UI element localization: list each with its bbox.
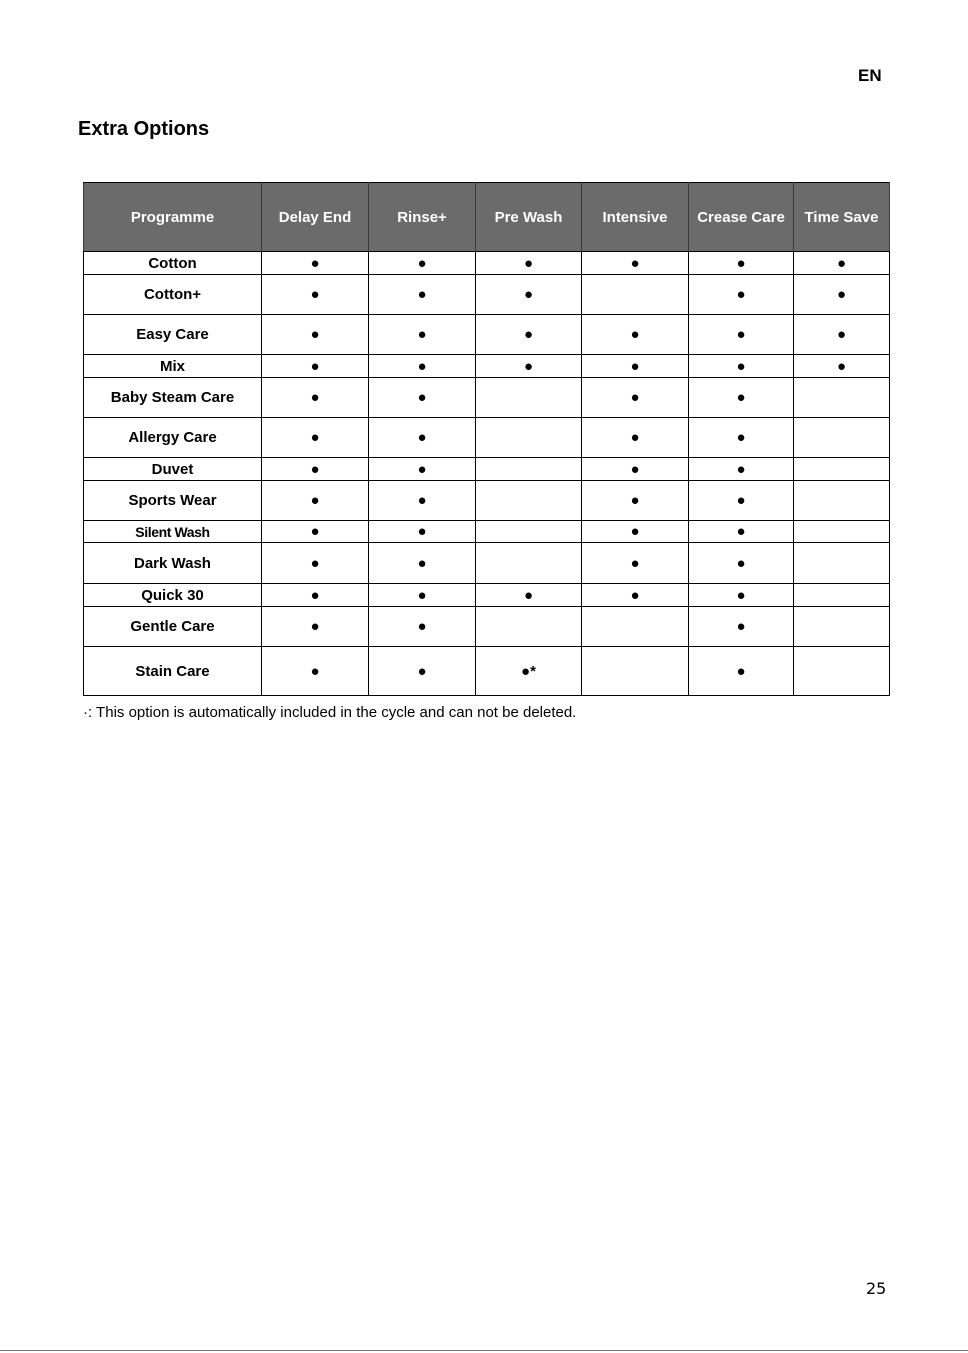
programme-name: Quick 30: [84, 584, 262, 607]
option-cell: ●: [582, 481, 689, 521]
option-cell: ●: [262, 458, 369, 481]
programme-name: Gentle Care: [84, 607, 262, 647]
option-cell: ●: [262, 378, 369, 418]
option-cell: ●: [262, 543, 369, 584]
table-row: [84, 543, 890, 584]
programme-name: Stain Care: [84, 647, 262, 696]
option-cell: ●: [582, 418, 689, 458]
option-cell: ●: [794, 315, 890, 355]
option-cell: ●: [689, 607, 794, 647]
option-cell: ●: [689, 458, 794, 481]
option-cell: ●: [689, 378, 794, 418]
option-cell: ●: [262, 315, 369, 355]
table-row: [84, 315, 890, 355]
table-row: [84, 481, 890, 521]
option-cell: ●: [369, 252, 476, 275]
option-cell: [794, 647, 890, 696]
option-cell: ●: [689, 543, 794, 584]
header-programme: Programme: [84, 183, 262, 252]
option-cell: ●: [689, 275, 794, 315]
table-row: [84, 252, 890, 275]
table-row: [84, 275, 890, 315]
option-cell: [794, 584, 890, 607]
option-cell: ●: [262, 275, 369, 315]
option-cell: ●: [476, 315, 582, 355]
option-cell: ●: [262, 607, 369, 647]
header-time-save: Time Save: [794, 183, 890, 252]
option-cell: [794, 418, 890, 458]
option-cell: ●: [582, 521, 689, 543]
option-cell: [794, 521, 890, 543]
header-rinse-plus: Rinse+: [369, 183, 476, 252]
option-cell: ●: [369, 647, 476, 696]
table-row: [84, 378, 890, 418]
programme-name: Sports Wear: [84, 481, 262, 521]
table-row: [84, 607, 890, 647]
option-cell: ●: [369, 481, 476, 521]
programme-name: Duvet: [84, 458, 262, 481]
option-cell: ●: [582, 543, 689, 584]
option-cell: ●: [689, 647, 794, 696]
option-cell: ●: [582, 315, 689, 355]
option-cell: [476, 521, 582, 543]
option-cell: ●: [369, 355, 476, 378]
table-row: [84, 584, 890, 607]
option-cell: ●: [582, 458, 689, 481]
footnote: ·: This option is automatically included in the cycle and can not be deleted.: [83, 704, 577, 721]
option-cell: ●: [369, 315, 476, 355]
option-cell: ●: [262, 481, 369, 521]
option-cell: ●: [689, 481, 794, 521]
programme-name: Easy Care: [84, 315, 262, 355]
option-cell: [582, 647, 689, 696]
table-row: [84, 521, 890, 543]
option-cell: ●: [262, 647, 369, 696]
option-cell: ●: [476, 584, 582, 607]
table-row: [84, 647, 890, 696]
option-cell: [476, 418, 582, 458]
option-cell: ●: [582, 252, 689, 275]
page-bottom-rule: [0, 1350, 968, 1351]
option-cell: [794, 481, 890, 521]
option-cell: ●: [369, 521, 476, 543]
option-cell: ●: [689, 315, 794, 355]
option-cell: ●: [476, 252, 582, 275]
programme-name: Silent Wash: [84, 521, 262, 543]
option-cell: ●: [689, 252, 794, 275]
header-intensive: Intensive: [582, 183, 689, 252]
programme-name: Allergy Care: [84, 418, 262, 458]
option-cell: [582, 607, 689, 647]
option-cell: ●: [369, 275, 476, 315]
option-cell: ●: [582, 355, 689, 378]
option-cell: [476, 458, 582, 481]
option-cell: ●: [262, 418, 369, 458]
option-cell: ●: [262, 584, 369, 607]
option-cell: ●: [262, 252, 369, 275]
option-cell: ●: [476, 355, 582, 378]
option-cell: ●: [369, 543, 476, 584]
option-cell: [794, 607, 890, 647]
language-code: EN: [858, 66, 882, 85]
page-title: Extra Options: [78, 118, 210, 140]
option-cell: [582, 275, 689, 315]
table-row: [84, 355, 890, 378]
option-cell: ●: [794, 275, 890, 315]
option-cell: ●: [689, 584, 794, 607]
option-cell: ●: [369, 458, 476, 481]
option-cell: [476, 543, 582, 584]
option-cell: [476, 481, 582, 521]
option-cell: [476, 378, 582, 418]
option-cell: ●*: [476, 647, 582, 696]
option-cell: ●: [369, 418, 476, 458]
header-pre-wash: Pre Wash: [476, 183, 582, 252]
option-cell: ●: [794, 355, 890, 378]
option-cell: ●: [794, 252, 890, 275]
option-cell: ●: [582, 378, 689, 418]
option-cell: ●: [689, 521, 794, 543]
option-cell: ●: [262, 355, 369, 378]
option-cell: [794, 543, 890, 584]
option-cell: ●: [689, 418, 794, 458]
option-cell: [794, 458, 890, 481]
option-cell: ●: [369, 607, 476, 647]
programme-name: Baby Steam Care: [84, 378, 262, 418]
header-delay-end: Delay End: [262, 183, 369, 252]
option-cell: ●: [689, 355, 794, 378]
option-cell: [794, 378, 890, 418]
option-cell: ●: [369, 584, 476, 607]
page-number: 25: [866, 1279, 887, 1298]
header-crease-care: Crease Care: [689, 183, 794, 252]
option-cell: [476, 607, 582, 647]
option-cell: ●: [262, 521, 369, 543]
table-header-row: [84, 183, 890, 252]
programme-name: Cotton: [84, 252, 262, 275]
option-cell: ●: [476, 275, 582, 315]
option-cell: ●: [369, 378, 476, 418]
programme-name: Dark Wash: [84, 543, 262, 584]
option-cell: ●: [582, 584, 689, 607]
programme-name: Cotton+: [84, 275, 262, 315]
table-row: [84, 418, 890, 458]
extra-options-table: [83, 182, 890, 696]
programme-name: Mix: [84, 355, 262, 378]
table-row: [84, 458, 890, 481]
